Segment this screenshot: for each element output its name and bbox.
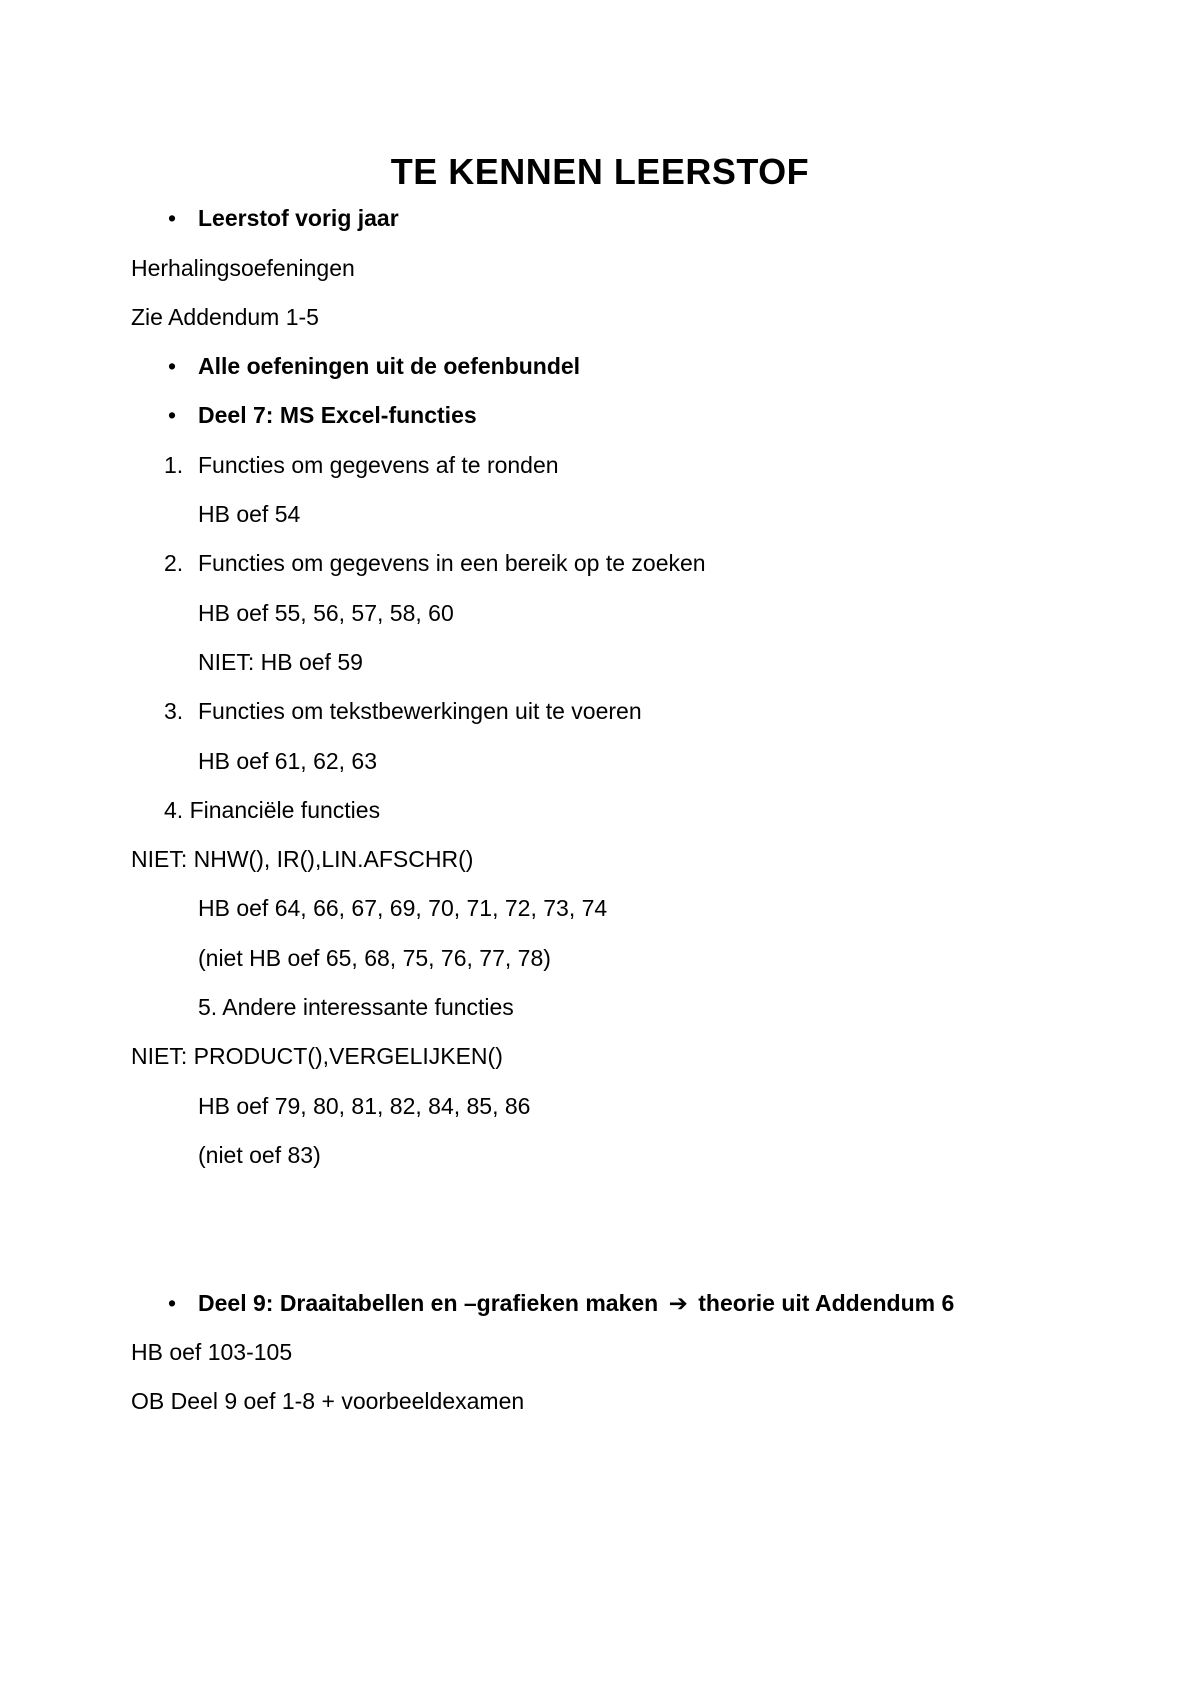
exercise-line: HB oef 54 (198, 501, 301, 527)
exclusion-line: NIET: NHW(), IR(),LIN.AFSCHR() (131, 846, 474, 872)
bullet-heading-deel7: Deel 7: MS Excel-functies (198, 402, 477, 428)
exercise-line: HB oef 64, 66, 67, 69, 70, 71, 72, 73, 74 (198, 895, 608, 921)
paragraph-ob-deel9: OB Deel 9 oef 1-8 + voorbeeldexamen (131, 1388, 525, 1414)
paragraph-addendum: Zie Addendum 1-5 (131, 304, 319, 330)
list-number: 1. (164, 452, 184, 478)
bullet-heading-oefenbundel: Alle oefeningen uit de oefenbundel (198, 353, 581, 379)
paragraph-herhalingsoefeningen: Herhalingsoefeningen (131, 255, 355, 281)
bullet-icon: • (168, 205, 177, 231)
list-item-opzoeken: Functies om gegevens in een bereik op te zoeken (198, 550, 706, 576)
deel9-text: Deel 9: Draaitabellen en –grafieken maken (198, 1290, 659, 1316)
arrow-right-icon: ➔ (668, 1290, 688, 1316)
exclusion-line: (niet HB oef 65, 68, 75, 76, 77, 78) (198, 945, 551, 971)
exercise-line: HB oef 55, 56, 57, 58, 60 (198, 600, 454, 626)
exercise-line: HB oef 61, 62, 63 (198, 748, 378, 774)
exclusion-line: NIET: HB oef 59 (198, 649, 363, 675)
list-number: 3. (164, 698, 184, 724)
list-item-afronden: Functies om gegevens af te ronden (198, 452, 559, 478)
bullet-icon: • (168, 353, 177, 379)
exclusion-line: (niet oef 83) (198, 1142, 321, 1168)
deel9-theory-text: theorie uit Addendum 6 (698, 1290, 955, 1316)
bullet-icon: • (168, 1290, 177, 1316)
list-item-andere: 5. Andere interessante functies (198, 994, 514, 1020)
bullet-heading-leerstof: Leerstof vorig jaar (198, 205, 399, 231)
list-number: 2. (164, 550, 184, 576)
paragraph-hb-oef: HB oef 103-105 (131, 1339, 293, 1365)
exclusion-line: NIET: PRODUCT(),VERGELIJKEN() (131, 1043, 503, 1069)
list-item-financiele: 4. Financiële functies (164, 797, 381, 823)
page-title: TE KENNEN LEERSTOF (390, 151, 810, 192)
bullet-icon: • (168, 402, 177, 428)
exercise-line: HB oef 79, 80, 81, 82, 84, 85, 86 (198, 1093, 531, 1119)
list-item-tekstbewerkingen: Functies om tekstbewerkingen uit te voeren (198, 698, 642, 724)
bullet-heading-deel9 (198, 1288, 954, 1318)
